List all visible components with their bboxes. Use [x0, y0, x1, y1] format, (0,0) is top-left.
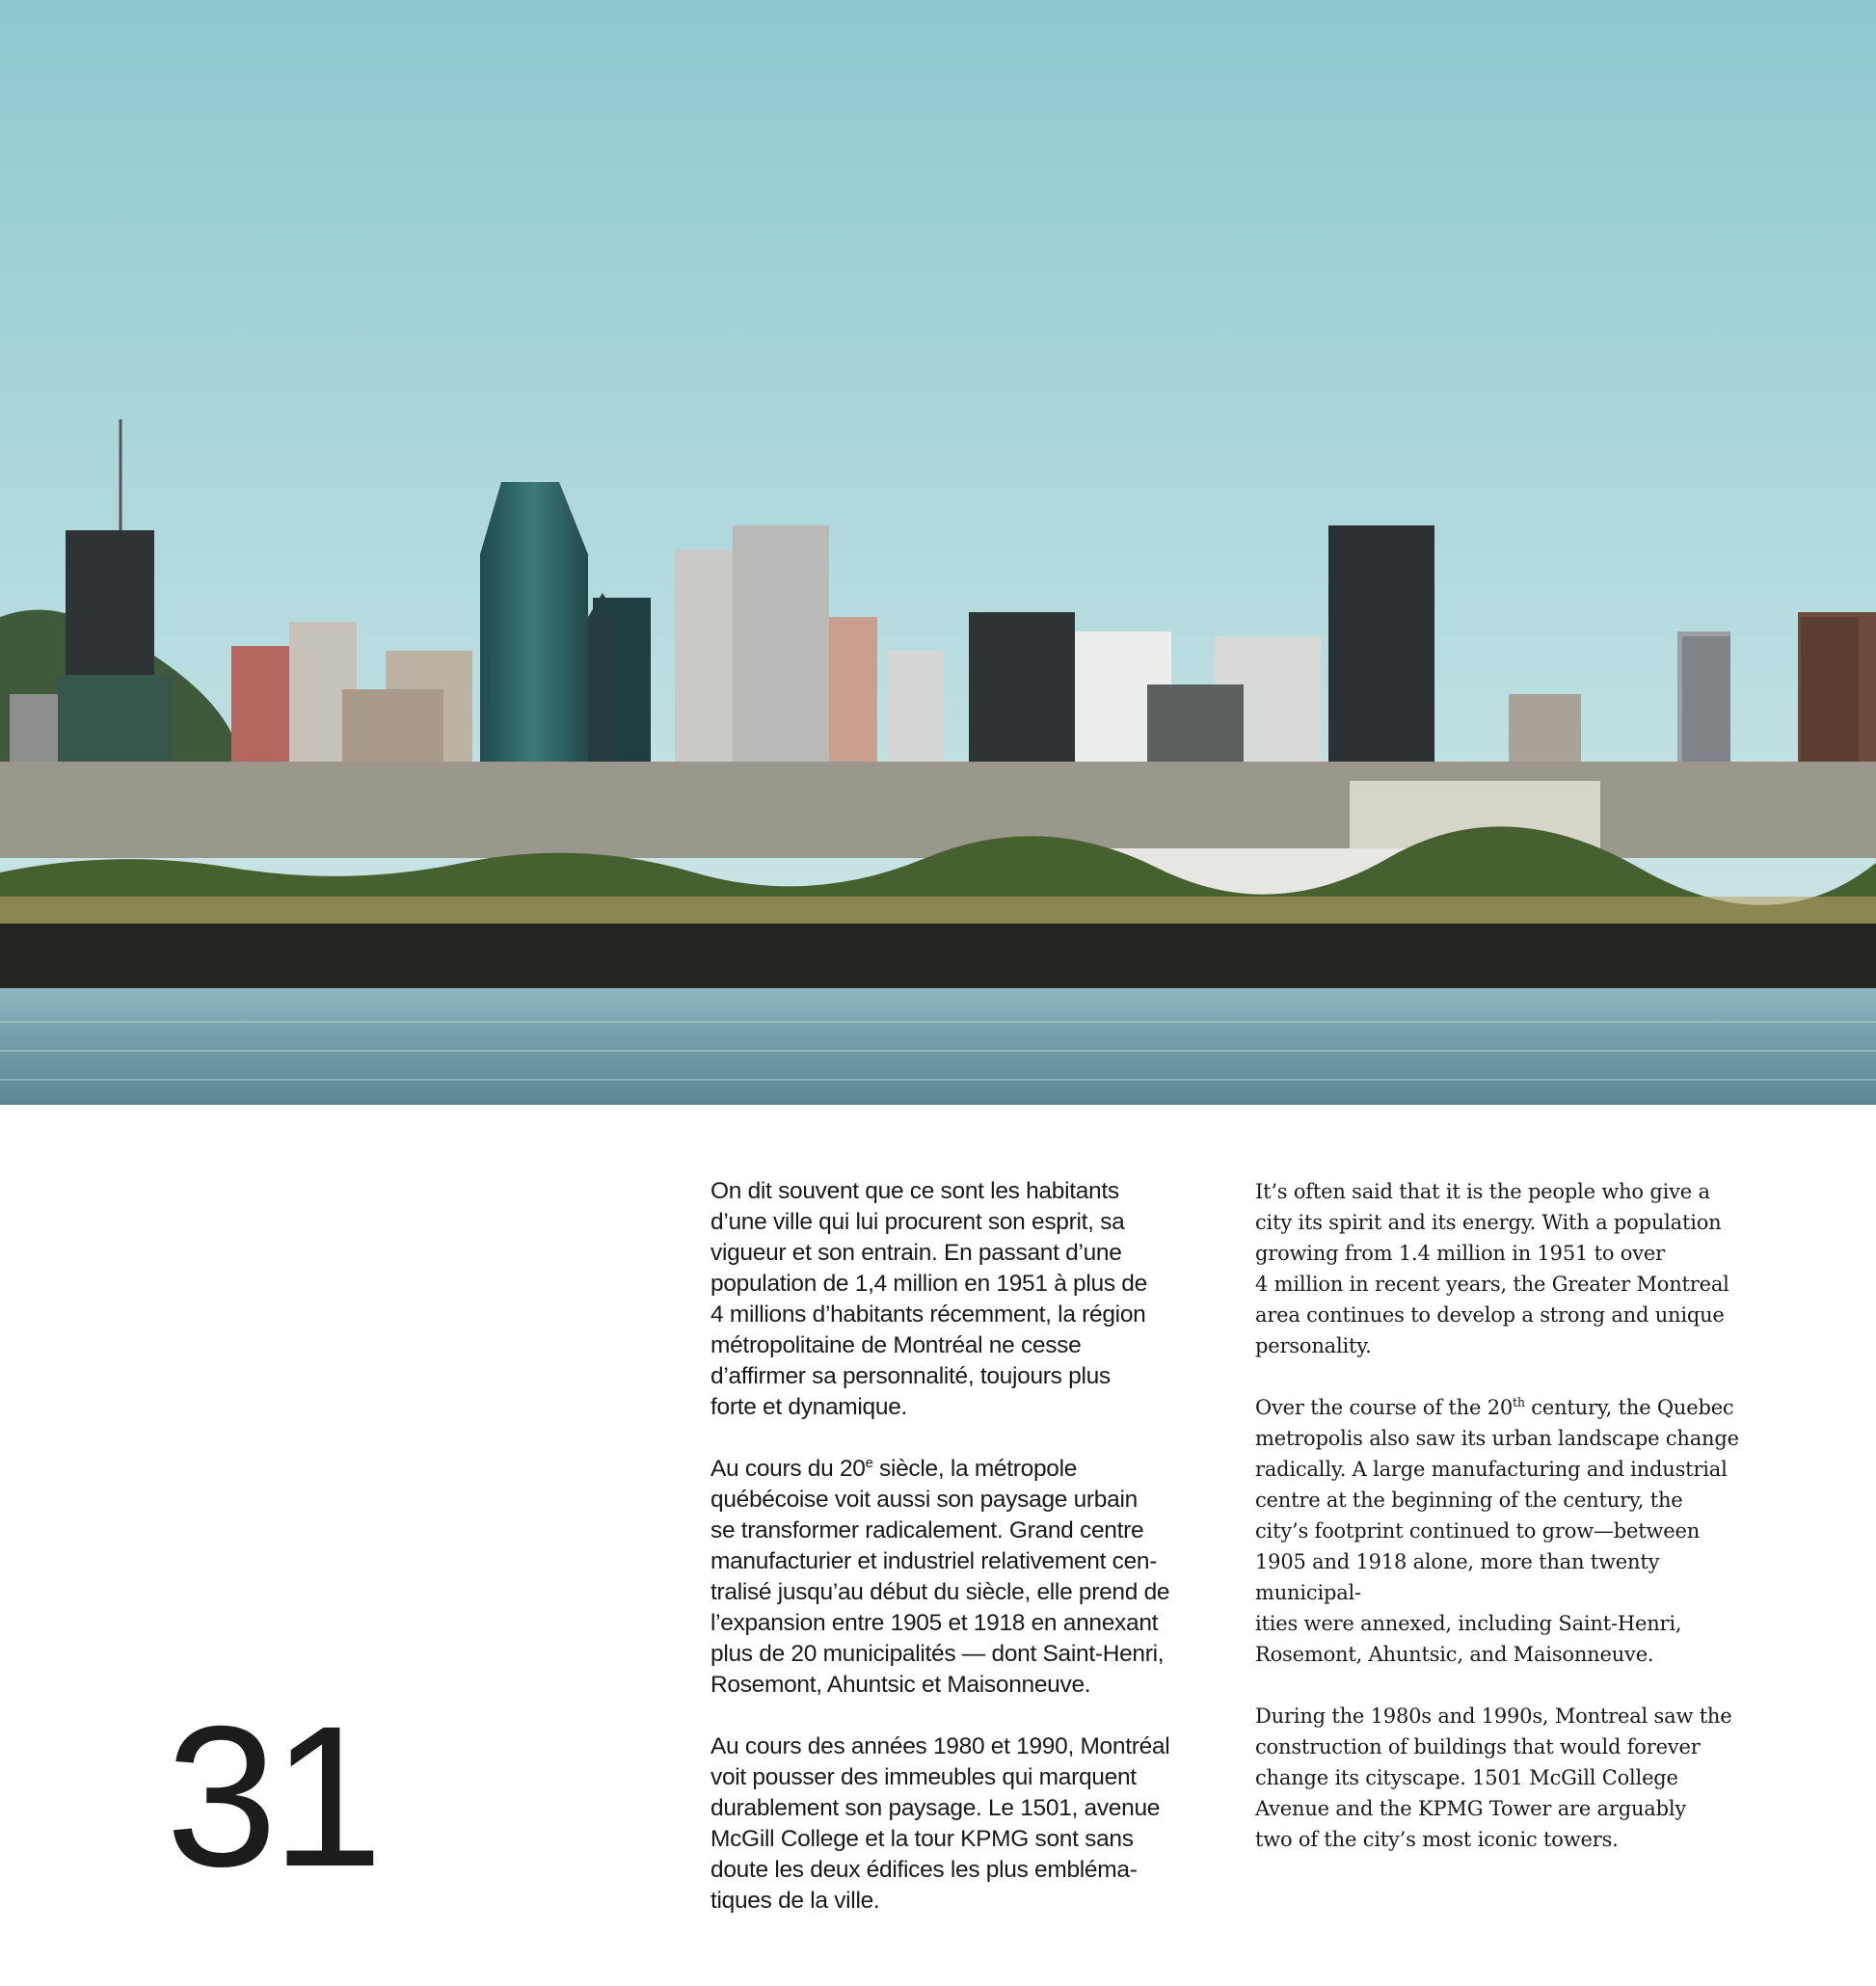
english-p2-text-end: century, the Quebec metropolis also saw its urban landscape change radically. A large manufacturing and industrial centre at the beginning of the century, the city’s footprint continued to grow—between 1905 and 1918 alone, more than twenty municipal- ities were annexed, including Saint-Henri, Rosemont, Ahuntsic, and Maisonneuve.: [1255, 1396, 1739, 1666]
french-p2-text-start: Au cours du 20: [710, 1456, 866, 1482]
french-p2-superscript: e: [865, 1455, 873, 1471]
french-column: [710, 1176, 1231, 1947]
french-paragraph-1: On dit souvent que ce sont les habitants d’une ville qui lui procurent son esprit, sa vigueur et son entrain. En passant d’une population de 1,4 million en 1951 à plus de 4 millions d’habitants récemment, la région métropolitaine de Montréal ne cesse d’affirmer sa personnalité, toujours plus forte et dynamique.: [710, 1178, 1147, 1420]
english-paragraph-3: During the 1980s and 1990s, Montreal saw the construction of buildings that would forever change its cityscape. 1501 McGill College Avenue and the KPMG Tower are arguably two of the city’s most iconic towers.: [1255, 1704, 1732, 1851]
page-number: 31: [166, 1685, 378, 1909]
english-paragraph-2: [1255, 1392, 1766, 1670]
english-paragraph-1: It’s often said that it is the people who give a city its spirit and its energy. With a population growing from 1.4 million in 1951 to over 4 million in recent years, the Greater Montreal area continues to develop a strong and unique personality.: [1255, 1180, 1729, 1357]
french-paragraph-2: [710, 1454, 1231, 1701]
english-p2-text-start: Over the course of the 20: [1255, 1396, 1514, 1419]
english-p2-superscript: th: [1513, 1395, 1525, 1409]
french-p2-text-end: siècle, la métropole québécoise voit aussi son paysage urbain se transformer radicalement. Grand centre manufacturier et industriel relativement cen- tralisé jusqu’au début du siècle, elle prend de l’expansion entre 1905 et 1918 en annexant plus de 20 municipalités — dont Saint-Henri, Rosemont, Ahuntsic et Maisonneuve.: [710, 1456, 1170, 1698]
french-paragraph-3: Au cours des années 1980 et 1990, Montréal voit pousser des immeubles qui marquent durablement son paysage. Le 1501, avenue McGill College et la tour KPMG sont sans doute les deux édifices les plus embléma- tiques de la ville.: [710, 1733, 1170, 1914]
english-column: [1255, 1176, 1766, 1886]
